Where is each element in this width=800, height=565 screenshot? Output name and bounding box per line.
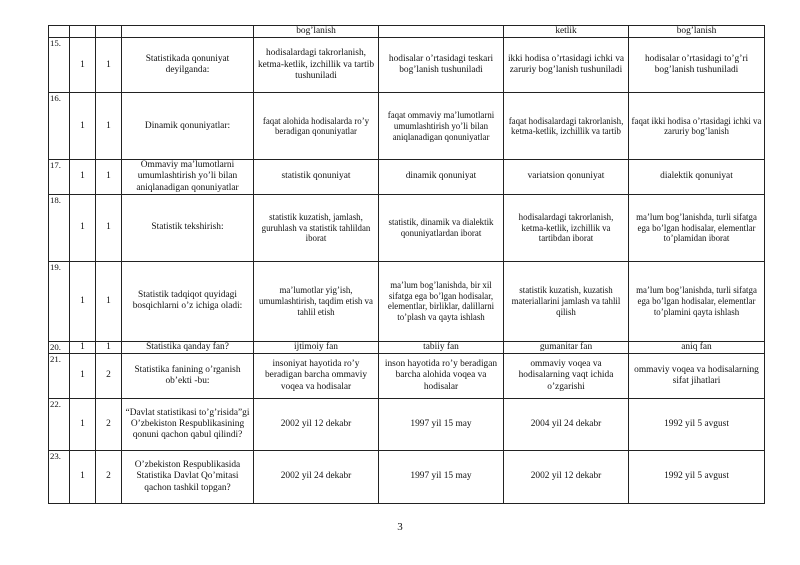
answer-c: variatsion qonuniyat (504, 160, 629, 195)
difficulty-level: 1 (70, 451, 96, 504)
question-number: 17. (49, 160, 70, 195)
question-text: Statistik tekshirish: (122, 194, 254, 261)
points-value: 1 (96, 341, 122, 353)
answer-b: inson hayotida ro’y beradigan barcha alohida voqea va hodisalar (379, 354, 504, 399)
test-questions-table (48, 25, 765, 504)
answer-c: 2004 yil 24 dekabr (504, 399, 629, 451)
answer-a: 2002 yil 24 dekabr (254, 451, 379, 504)
table-row (49, 38, 765, 93)
answer-d: faqat ikki hodisa o’rtasidagi ichki va zaruriy bog’lanish (629, 93, 765, 160)
answer-d: ma’lum bog’lanishda, turli sifatga ega bo’lgan hodisalar, elementlar to’plamidan iborat (629, 194, 765, 261)
question-text: Statistik tadqiqot quyidagi bosqichlarni o’z ichiga oladi: (122, 261, 254, 341)
difficulty-level: 1 (70, 399, 96, 451)
answer-d: ma’lum bog’lanishda, turli sifatga ega bo’lgan hodisalar, elementlar to’plamini qayta ishlash (629, 261, 765, 341)
points-value: 1 (96, 261, 122, 341)
question-number: 20. (49, 341, 70, 353)
difficulty-level: 1 (70, 194, 96, 261)
question-number: 22. (49, 399, 70, 451)
question-text: Ommaviy ma’lumotlarni umumlashtirish yo’li bilan aniqlanadigan qonuniyatlar (122, 160, 254, 195)
points-value: 1 (96, 160, 122, 195)
difficulty-level: 1 (70, 160, 96, 195)
header-row (49, 26, 765, 38)
table-row (49, 261, 765, 341)
table-row (49, 93, 765, 160)
answer-b: 1997 yil 15 may (379, 451, 504, 504)
answer-c: ommaviy voqea va hodisalarning vaqt ichida o’zgarishi (504, 354, 629, 399)
table-row (49, 354, 765, 399)
answer-b: hodisalar o’rtasidagi teskari bog’lanish tushuniladi (379, 38, 504, 93)
answer-d: hodisalar o’rtasidagi to’g’ri bog’lanish tushuniladi (629, 38, 765, 93)
difficulty-level: 1 (70, 93, 96, 160)
table-row (49, 194, 765, 261)
answer-b: statistik, dinamik va dialektik qonuniyatlardan iborat (379, 194, 504, 261)
question-text: “Davlat statistikasi to’g’risida”gi O’zbekiston Respublikasining qonuni qachon qabul qilindi? (122, 399, 254, 451)
answer-d: 1992 yil 5 avgust (629, 399, 765, 451)
header-cell (122, 26, 254, 38)
difficulty-level: 1 (70, 354, 96, 399)
table-row (49, 399, 765, 451)
answer-b: ma’lum bog’lanishda, bir xil sifatga ega bo’lgan hodisalar, elementlar, birliklar, dalillarni to’plash va qayta ishlash (379, 261, 504, 341)
question-text: Statistika qanday fan? (122, 341, 254, 353)
question-text: Dinamik qonuniyatlar: (122, 93, 254, 160)
points-value: 1 (96, 93, 122, 160)
answer-d: ommaviy voqea va hodisalarning sifat jihatlari (629, 354, 765, 399)
answer-c: gumanitar fan (504, 341, 629, 353)
points-value: 1 (96, 38, 122, 93)
table-row (49, 451, 765, 504)
answer-b: dinamik qonuniyat (379, 160, 504, 195)
points-value: 1 (96, 194, 122, 261)
answer-c: ikki hodisa o’rtasidagi ichki va zaruriy bog’lanish tushuniladi (504, 38, 629, 93)
points-value: 2 (96, 354, 122, 399)
answer-b: faqat ommaviy ma’lumotlarni umumlashtirish yo’li bilan aniqlanadigan qonuniyatlar (379, 93, 504, 160)
question-text: Statistika fanining o’rganish ob’ekti -bu: (122, 354, 254, 399)
difficulty-level: 1 (70, 261, 96, 341)
answer-d: dialektik qonuniyat (629, 160, 765, 195)
header-cell: bog’lanish (254, 26, 379, 38)
question-text: O’zbekiston Respublikasida Statistika Davlat Qo’mitasi qachon tashkil topgan? (122, 451, 254, 504)
table-row (49, 341, 765, 353)
answer-c: statistik kuzatish, kuzatish materiallarini jamlash va tahlil qilish (504, 261, 629, 341)
question-number: 21. (49, 354, 70, 399)
question-number: 19. (49, 261, 70, 341)
question-number: 23. (49, 451, 70, 504)
question-number: 18. (49, 194, 70, 261)
header-cell (49, 26, 70, 38)
answer-c: 2002 yil 12 dekabr (504, 451, 629, 504)
header-cell (96, 26, 122, 38)
difficulty-level: 1 (70, 341, 96, 353)
answer-d: aniq fan (629, 341, 765, 353)
answer-a: statistik qonuniyat (254, 160, 379, 195)
table-row (49, 160, 765, 195)
answer-a: ma’lumotlar yig’ish, umumlashtirish, taqdim etish va tahlil etish (254, 261, 379, 341)
answer-b: 1997 yil 15 may (379, 399, 504, 451)
header-cell: ketlik (504, 26, 629, 38)
answer-a: faqat alohida hodisalarda ro’y beradigan qonuniyatlar (254, 93, 379, 160)
question-number: 15. (49, 38, 70, 93)
page-number: 3 (397, 521, 403, 533)
answer-a: hodisalardagi takrorlanish, ketma-ketlik, izchillik va tartib tushuniladi (254, 38, 379, 93)
points-value: 2 (96, 399, 122, 451)
answer-a: statistik kuzatish, jamlash, guruhlash va statistik tahlildan iborat (254, 194, 379, 261)
answer-b: tabiiy fan (379, 341, 504, 353)
question-text: Statistikada qonuniyat deyilganda: (122, 38, 254, 93)
header-cell (70, 26, 96, 38)
answer-c: hodisalardagi takrorlanish, ketma-ketlik, izchillik va tartibdan iborat (504, 194, 629, 261)
points-value: 2 (96, 451, 122, 504)
header-cell (379, 26, 504, 38)
difficulty-level: 1 (70, 38, 96, 93)
answer-d: 1992 yil 5 avgust (629, 451, 765, 504)
answer-a: ijtimoiy fan (254, 341, 379, 353)
header-cell: bog’lanish (629, 26, 765, 38)
answer-c: faqat hodisalardagi takrorlanish, ketma-ketlik, izchillik va tartib (504, 93, 629, 160)
answer-a: 2002 yil 12 dekabr (254, 399, 379, 451)
answer-a: insoniyat hayotida ro’y beradigan barcha ommaviy voqea va hodisalar (254, 354, 379, 399)
question-number: 16. (49, 93, 70, 160)
